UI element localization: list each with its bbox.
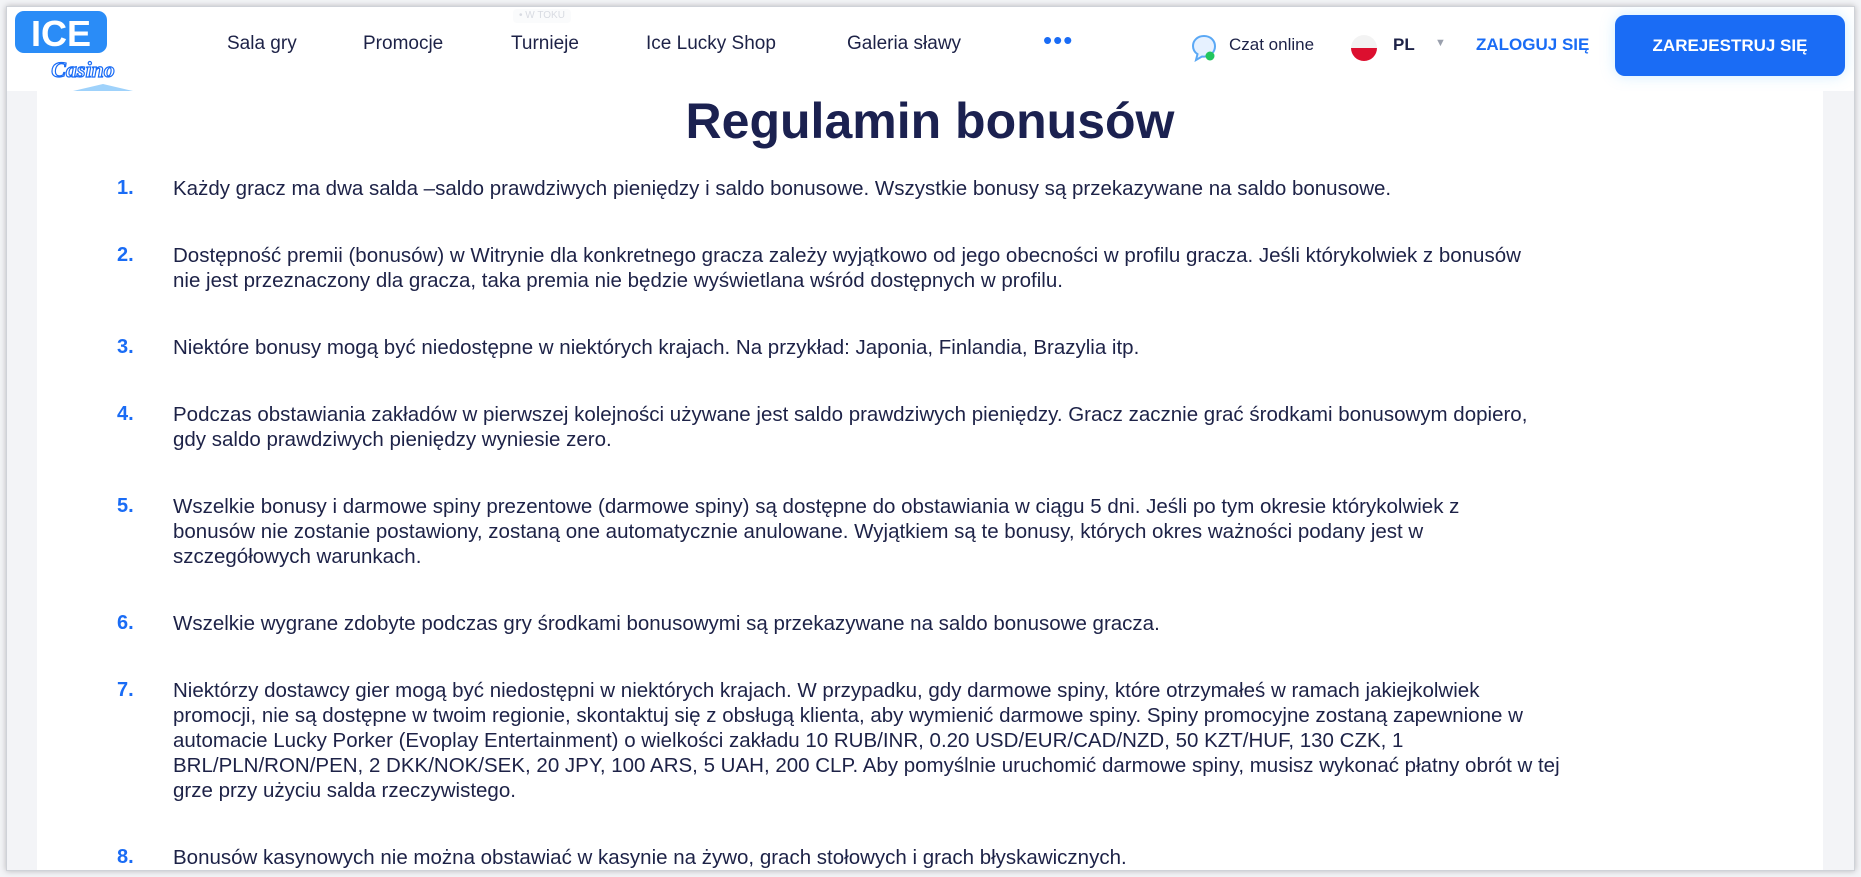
rule-item	[117, 611, 1797, 636]
rule-text-line: promocji, nie są dostępne w twoim regionie, skontaktuj się z obsługą klienta, aby wymienić darmowe spiny. Spiny promocyjne zostaną zapewnione w	[173, 704, 1523, 727]
rule-text-line: bonusów nie zostanie postawiony, zostaną one automatycznie anulowane. Wyjątkiem są te bonusy, których okres ważności podany jest w	[173, 520, 1424, 543]
chat-icon[interactable]	[1191, 34, 1217, 62]
rule-text-line: nie jest przeznaczony dla gracza, taka premia nie będzie wyświetlana wśród dostępnych w profilu.	[173, 269, 1063, 292]
rule-text-line: Wszelkie wygrane zdobyte podczas gry środkami bonusowymi są przekazywane na saldo bonusowe gracza.	[173, 612, 1160, 635]
more-menu-icon[interactable]: •••	[1043, 25, 1074, 55]
rule-text-line: szczegółowych warunkach.	[173, 545, 422, 568]
rule-item	[117, 845, 1797, 870]
rule-text-line: Wszelkie bonusy i darmowe spiny prezentowe (darmowe spiny) są dostępne do obstawiania w ciągu 5 dni. Jeśli po tym okresie którykolwiek z	[173, 495, 1460, 518]
browser-frame	[6, 6, 1855, 871]
rule-number: 7.	[117, 679, 134, 701]
rule-item	[117, 176, 1797, 201]
rule-text-line: Niektórzy dostawcy gier mogą być niedostępni w niektórych krajach. W przypadku, gdy darmowe spiny, które otrzymałeś w ramach jakiejkolwiek	[173, 679, 1480, 702]
nav-turnieje[interactable]: Turnieje	[511, 33, 579, 54]
rule-text-line: BRL/PLN/RON/PEN, 2 DKK/NOK/SEK, 20 JPY, 100 ARS, 5 UAH, 200 CLP. Aby pomyślnie uruchomić darmowe spiny, musisz wykonać płatny obrót w tej	[173, 754, 1560, 777]
svg-text:ICE: ICE	[30, 13, 92, 54]
rule-item	[117, 402, 1797, 452]
register-button[interactable]: ZAREJESTRUJ SIĘ	[1615, 15, 1845, 76]
rule-text-line: grze przy użyciu salda rzeczywistego.	[173, 779, 516, 802]
rule-number: 1.	[117, 177, 134, 199]
rule-number: 2.	[117, 244, 134, 266]
rule-item	[117, 335, 1797, 360]
rule-text-line: Dostępność premii (bonusów) w Witrynie dla konkretnego gracza zależy wyjątkowo od jego obecności w profilu gracza. Jeśli którykolwiek z bonusów	[173, 244, 1521, 267]
rule-text-line: Niektóre bonusy mogą być niedostępne w niektórych krajach. Na przykład: Japonia, Finlandia, Brazylia itp.	[173, 336, 1140, 359]
rule-text-line: Bonusów kasynowych nie można obstawiać w kasynie na żywo, grach stołowych i grach błyskawicznych.	[173, 846, 1127, 869]
content-panel	[37, 91, 1823, 871]
site-header	[7, 7, 1854, 91]
nav-sala-gry[interactable]: Sala gry	[227, 33, 297, 54]
language-selector[interactable]: PL	[1393, 35, 1415, 54]
nav-promocje[interactable]: Promocje	[363, 33, 444, 54]
rule-number: 5.	[117, 495, 134, 517]
rule-number: 6.	[117, 612, 134, 634]
rule-item	[117, 243, 1797, 293]
rule-text-line: gdy saldo prawdziwych pieniędzy wyniesie zero.	[173, 428, 612, 451]
nav-galeria-slawy[interactable]: Galeria sławy	[847, 33, 962, 54]
live-chip: • W TOKU	[513, 9, 571, 23]
rule-text-line: automacie Lucky Porker (Evoplay Entertainment) o wielkości zakładu 10 RUB/INR, 0.20 USD/EUR/CAD/NZD, 50 KZT/HUF, 130 CZK, 1	[173, 729, 1404, 752]
poland-flag-icon[interactable]	[1351, 35, 1377, 61]
rule-item	[117, 678, 1797, 803]
page-title: Regulamin bonusów	[685, 93, 1175, 149]
rule-text-line: Każdy gracz ma dwa salda –saldo prawdziwych pieniędzy i saldo bonusowe. Wszystkie bonusy są przekazywane na saldo bonusowe.	[173, 177, 1392, 200]
rule-number: 3.	[117, 336, 134, 358]
ice-casino-logo[interactable]	[13, 9, 141, 91]
chat-online-label[interactable]: Czat online	[1229, 35, 1315, 54]
rule-number: 8.	[117, 846, 134, 868]
rules-list	[117, 176, 1797, 871]
rule-text-line: Podczas obstawiania zakładów w pierwszej kolejności używane jest saldo prawdziwych pieniędzy. Gracz zacznie grać środkami bonusowym dopiero,	[173, 403, 1528, 426]
rule-number: 4.	[117, 403, 134, 425]
rule-item	[117, 494, 1797, 569]
login-link[interactable]: ZALOGUJ SIĘ	[1476, 35, 1590, 54]
nav-ice-lucky-shop[interactable]: Ice Lucky Shop	[646, 33, 776, 54]
svg-text:Casino: Casino	[51, 57, 115, 82]
chevron-down-icon[interactable]: ▼	[1435, 37, 1446, 49]
